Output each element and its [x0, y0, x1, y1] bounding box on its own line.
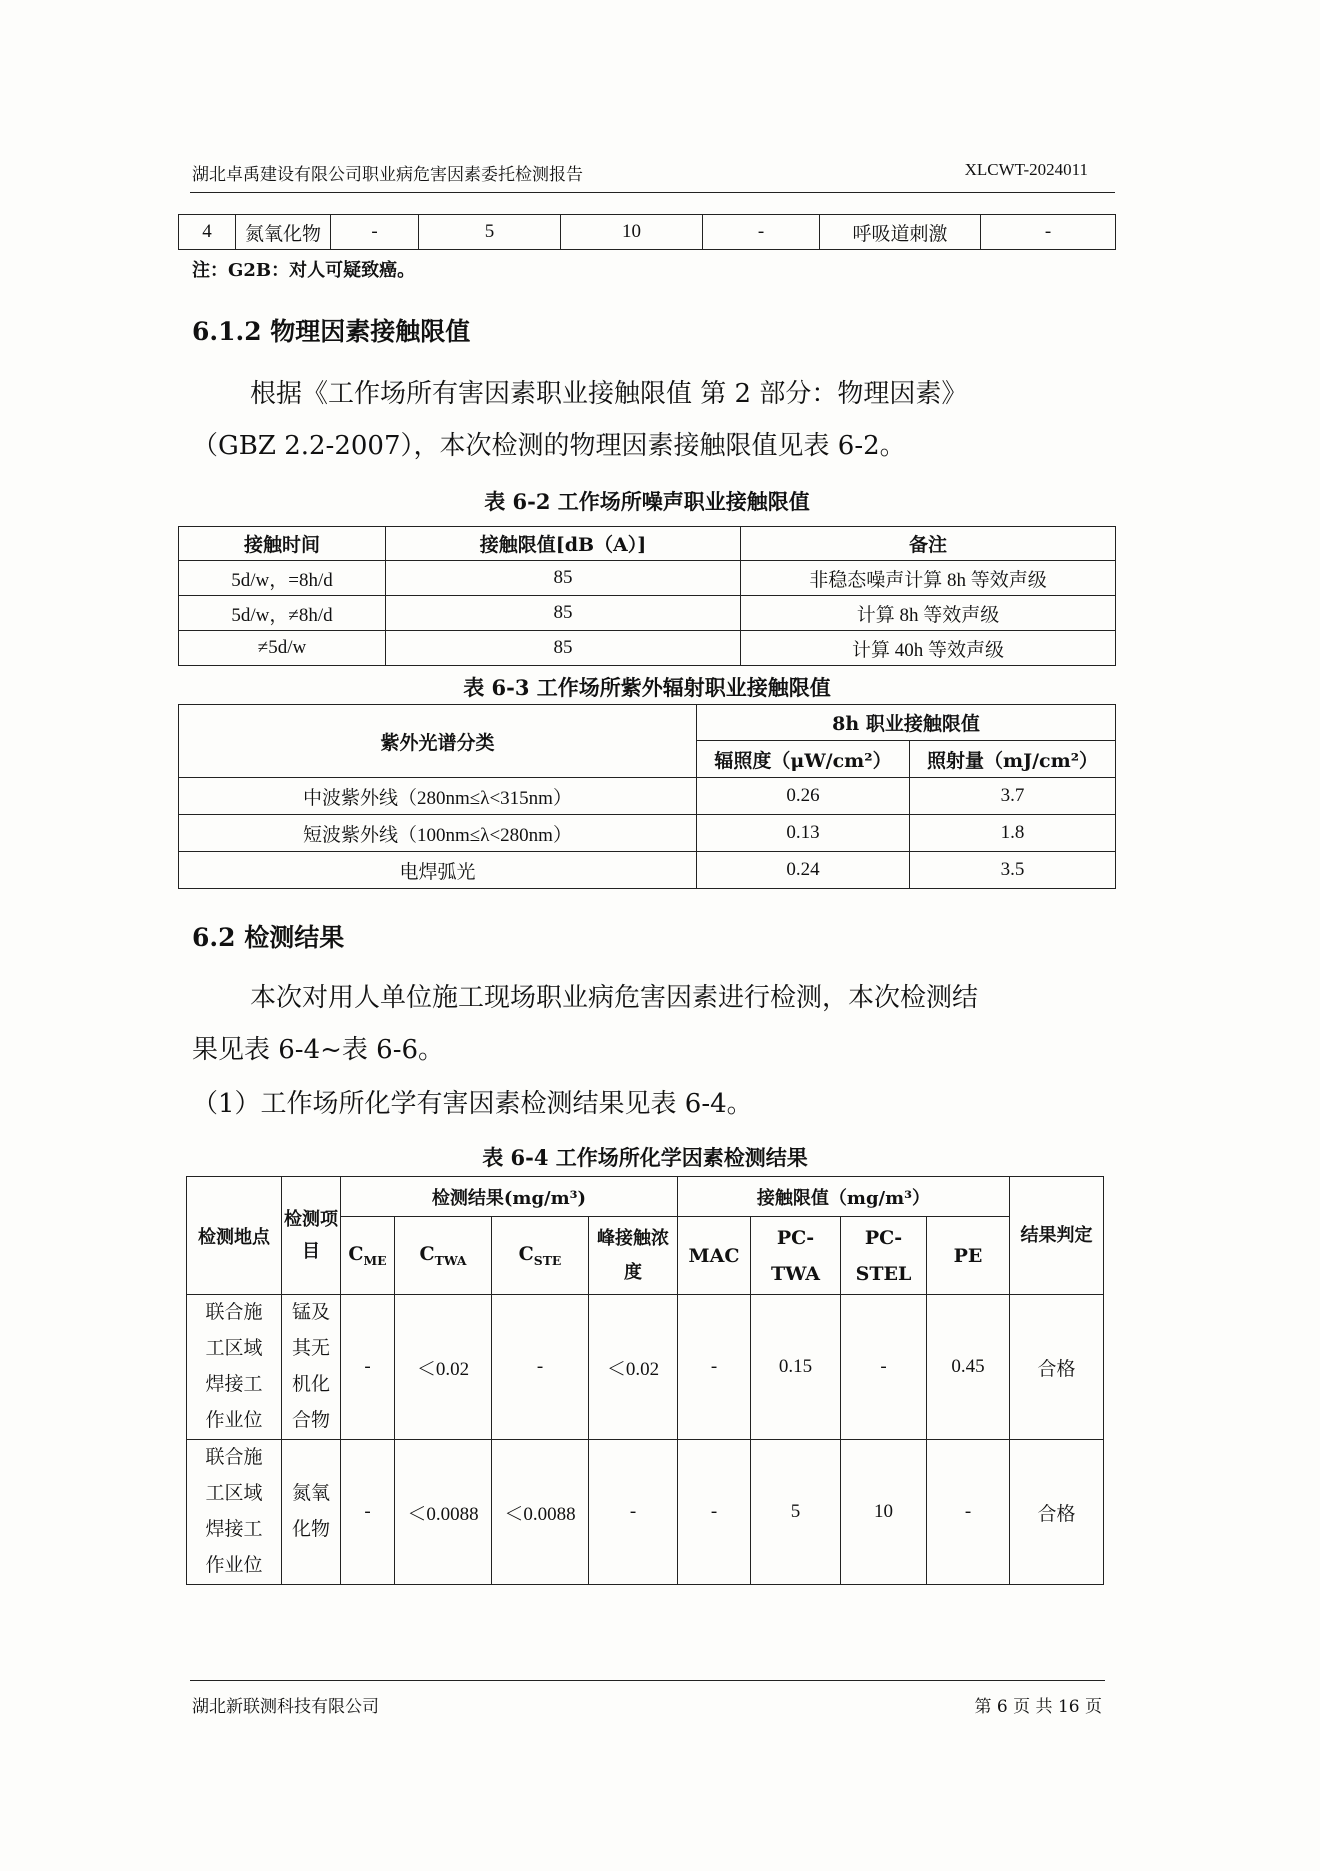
table-cell: 85: [386, 596, 741, 631]
footer-page-number: 第 6 页 共 16 页: [974, 1697, 1102, 1717]
table-cell: -: [981, 215, 1116, 250]
column-header: 接触时间: [179, 527, 386, 561]
header-company: 湖北卓禹建设有限公司职业病危害因素委托检测报告: [192, 165, 583, 184]
table-cell: 0.24: [697, 852, 910, 889]
table63-caption: 表 6-3 工作场所紫外辐射职业接触限值: [463, 675, 831, 700]
table-cell: 短波紫外线（100nm≤λ<280nm）: [179, 815, 697, 852]
cste-subscript: STE: [533, 1252, 562, 1268]
table-cell: 5d/w，=8h/d: [179, 561, 386, 596]
table-cell: 合格: [1010, 1295, 1104, 1440]
table-cell: 电焊弧光: [179, 852, 697, 889]
ctwa-symbol: C: [419, 1243, 435, 1266]
footer-divider: [190, 1680, 1105, 1681]
column-header: 照射量（mJ/cm²）: [910, 741, 1116, 778]
column-header: PC-TWA: [751, 1217, 841, 1295]
table-cell: -: [678, 1440, 751, 1585]
table-cell: 3.5: [910, 852, 1116, 889]
table-cell: 计算 8h 等效声级: [741, 596, 1116, 631]
table-cell: -: [589, 1440, 678, 1585]
table-row: [179, 852, 1116, 889]
paragraph: 根据《工作场所有害因素职业接触限值 第 2 部分：物理因素》: [250, 379, 968, 409]
cste-symbol: C: [518, 1243, 534, 1266]
table-cell: -: [841, 1295, 927, 1440]
table-cell: 10: [561, 215, 703, 250]
table62: [178, 526, 1116, 666]
column-header: 8h 职业接触限值: [697, 705, 1116, 741]
column-header: 辐照度（μW/cm²）: [697, 741, 910, 778]
table-cell: 联合施工区域焊接工作业位: [187, 1440, 282, 1585]
column-header: PE: [927, 1217, 1010, 1295]
table-row: [187, 1295, 1104, 1440]
table-cell: 0.15: [751, 1295, 841, 1440]
table-cell: 0.13: [697, 815, 910, 852]
table-cell: 1.8: [910, 815, 1116, 852]
table-cell: 非稳态噪声计算 8h 等效声级: [741, 561, 1116, 596]
column-header: 接触限值[dB（A）]: [386, 527, 741, 561]
header-report-number: XLCWT-2024011: [964, 160, 1088, 179]
table63: [178, 704, 1116, 889]
table-cell: -: [927, 1440, 1010, 1585]
table-cell: 85: [386, 631, 741, 666]
table-row: [179, 815, 1116, 852]
table-row: [179, 596, 1116, 631]
table-cell: 3.7: [910, 778, 1116, 815]
column-header: MAC: [678, 1217, 751, 1295]
table-cell: 中波紫外线（280nm≤λ<315nm）: [179, 778, 697, 815]
table-cell: 5d/w，≠8h/d: [179, 596, 386, 631]
table-header-row: [187, 1177, 1104, 1217]
section-heading-62: 6.2 检测结果: [192, 923, 345, 952]
table62-caption: 表 6-2 工作场所噪声职业接触限值: [484, 489, 810, 514]
paragraph: 本次对用人单位施工现场职业病危害因素进行检测，本次检测结: [250, 983, 979, 1013]
column-header: 紫外光谱分类: [179, 705, 697, 778]
table-cell: 10: [841, 1440, 927, 1585]
column-header: 结果判定: [1010, 1177, 1104, 1295]
column-header: 检测项目: [282, 1177, 341, 1295]
column-header-ctwa: [395, 1217, 492, 1295]
table-cell: -: [341, 1440, 395, 1585]
table-cell: ≠5d/w: [179, 631, 386, 666]
table-cell: -: [341, 1295, 395, 1440]
table-header-row: [179, 705, 1116, 741]
table-cell: 合格: [1010, 1440, 1104, 1585]
table-cell: ＜0.02: [589, 1295, 678, 1440]
footer-company: 湖北新联测科技有限公司: [192, 1697, 379, 1717]
table-cell: -: [703, 215, 820, 250]
table-cell: -: [678, 1295, 751, 1440]
column-header: 备注: [741, 527, 1116, 561]
section-heading-612: 6.1.2 物理因素接触限值: [192, 317, 471, 346]
table-cell: 氮氧化物: [236, 215, 331, 250]
table-cell: ＜0.0088: [492, 1440, 589, 1585]
table-row: [179, 631, 1116, 666]
table-row: [179, 561, 1116, 596]
table-cell: -: [331, 215, 419, 250]
header-divider: [190, 192, 1115, 193]
column-header: 接触限值（mg/m³）: [678, 1177, 1010, 1217]
cme-symbol: C: [348, 1243, 364, 1266]
table64: [186, 1176, 1104, 1585]
table-cell: 锰及其无机化合物: [282, 1295, 341, 1440]
table-row: [179, 778, 1116, 815]
column-header: 检测地点: [187, 1177, 282, 1295]
table-cell: -: [492, 1295, 589, 1440]
paragraph: 果见表 6-4~表 6-6。: [192, 1035, 445, 1065]
table64-caption: 表 6-4 工作场所化学因素检测结果: [482, 1145, 808, 1170]
column-header-cste: [492, 1217, 589, 1295]
table-cell: ＜0.02: [395, 1295, 492, 1440]
table-header-row: [179, 527, 1116, 561]
table-cell: 0.26: [697, 778, 910, 815]
table-cell: 5: [419, 215, 561, 250]
ctwa-subscript: TWA: [434, 1252, 467, 1268]
table-note: 注：G2B：对人可疑致癌。: [192, 260, 416, 281]
table-cell: 85: [386, 561, 741, 596]
table-cell: 5: [751, 1440, 841, 1585]
paragraph: （GBZ 2.2-2007），本次检测的物理因素接触限值见表 6-2。: [192, 431, 906, 461]
column-header: 检测结果(mg/m³): [341, 1177, 678, 1217]
table-cell: 4: [179, 215, 236, 250]
table-cell: 氮氧化物: [282, 1440, 341, 1585]
column-header: PC-STEL: [841, 1217, 927, 1295]
paragraph: （1）工作场所化学有害因素检测结果见表 6-4。: [192, 1089, 753, 1119]
table-row: [187, 1440, 1104, 1585]
table-cell: 联合施工区域焊接工作业位: [187, 1295, 282, 1440]
table-cell: ＜0.0088: [395, 1440, 492, 1585]
column-header-cme: [341, 1217, 395, 1295]
table-cell: 呼吸道刺激: [820, 215, 981, 250]
table61-continuation: [178, 214, 1116, 250]
table-cell: 0.45: [927, 1295, 1010, 1440]
table-row: [179, 215, 1116, 250]
cme-subscript: ME: [363, 1252, 387, 1268]
table-cell: 计算 40h 等效声级: [741, 631, 1116, 666]
column-header: 峰接触浓度: [589, 1217, 678, 1295]
